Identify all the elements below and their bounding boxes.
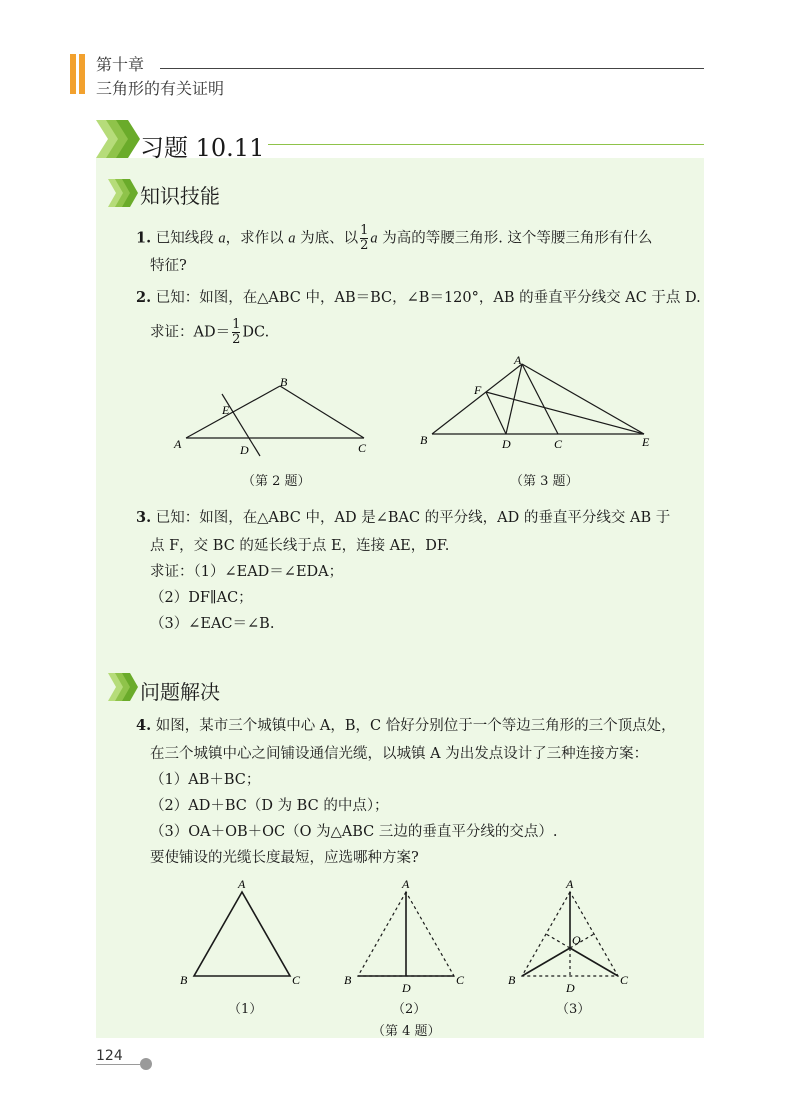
fig4-3-label-B: B xyxy=(508,973,516,987)
question-2-line-2 xyxy=(150,318,269,347)
q1-text-d: 为高的等腰三角形. 这个等腰三角形有什么 xyxy=(377,230,653,247)
fig3-label-F: F xyxy=(474,383,482,397)
question-3-line-5: （3）∠EAC＝∠B. xyxy=(150,616,275,632)
question-1-number: 1. xyxy=(136,229,152,247)
figure-4-sub-1: （1） xyxy=(228,1002,263,1017)
question-1-line-2: 特征? xyxy=(150,258,187,274)
header-bar-left xyxy=(70,54,76,94)
section-chevron-icon xyxy=(108,672,138,702)
chapter-subtitle: 三角形的有关证明 xyxy=(96,79,225,98)
fig2-label-D: D xyxy=(240,443,249,457)
figure-3-diagram xyxy=(418,352,658,452)
q1-fraction xyxy=(360,224,368,253)
question-3-line-1 xyxy=(136,508,670,528)
figure-4-3-diagram xyxy=(504,876,638,998)
figure-2-diagram xyxy=(170,370,380,460)
fig4-3-label-A: A xyxy=(566,877,574,891)
section-title-skills: 知识技能 xyxy=(140,184,220,208)
q4-text-1: 如图，某市三个城镇中心 A，B，C 恰好分别位于一个等边三角形的三个顶点处， xyxy=(155,718,676,734)
q3-text-1: 已知：如图，在△ABC 中，AD 是∠BAC 的平分线，AD 的垂直平分线交 AB 于 xyxy=(155,510,671,526)
q2-frac-num: 1 xyxy=(232,317,241,332)
fig3-label-E: E xyxy=(642,435,650,449)
q1-text-b: ，求作以 xyxy=(225,230,289,247)
figure-2-caption: （第 2 题） xyxy=(242,474,311,489)
page-dot-icon xyxy=(140,1058,152,1070)
fig3-label-A: A xyxy=(514,353,522,367)
fig2-label-A: A xyxy=(174,437,182,451)
q1-text-a: 已知线段 xyxy=(155,230,219,247)
q2-text-1: 已知：如图，在△ABC 中，AB＝BC，∠B＝120°，AB 的垂直平分线交 AC 于点 D. xyxy=(155,290,701,306)
question-3-line-3: 求证：（1）∠EAD＝∠EDA； xyxy=(150,564,344,580)
q1-var-a: a xyxy=(218,230,226,247)
title-chevron-icon xyxy=(96,118,140,160)
fig4-2-label-A: A xyxy=(402,877,410,891)
page-number-rule xyxy=(96,1064,140,1065)
q2-frac-den: 2 xyxy=(232,332,241,347)
question-4-line-5: （3）OA＋OB＋OC（O 为△ABC 三边的垂直平分线的交点）. xyxy=(150,824,558,840)
question-4-line-2: 在三个城镇中心之间铺设通信光缆，以城镇 A 为出发点设计了三种连接方案： xyxy=(150,746,649,762)
section-title-problem-solving: 问题解决 xyxy=(140,680,220,704)
figure-4-2-diagram xyxy=(340,876,470,998)
fig3-label-D: D xyxy=(502,437,511,451)
fig4-2-label-D: D xyxy=(402,981,411,995)
fig3-label-B: B xyxy=(420,433,428,447)
exercise-title: 习题 10.11 xyxy=(140,134,265,162)
fig3-label-C: C xyxy=(554,437,563,451)
fig2-label-E: E xyxy=(222,403,230,417)
question-4-number: 4. xyxy=(136,717,152,734)
fig4-3-label-D: D xyxy=(566,981,575,995)
chapter-label: 第十章 xyxy=(96,55,145,74)
question-4-line-4: （2）AD＋BC（D 为 BC 的中点）； xyxy=(150,798,389,814)
header-bar-right xyxy=(79,54,85,94)
q1-text-c: 为底、以 xyxy=(295,230,359,247)
q1-var-a-2: a xyxy=(288,230,296,247)
question-2-number: 2. xyxy=(136,289,152,306)
figure-3-caption: （第 3 题） xyxy=(510,474,579,489)
question-3-line-2: 点 F，交 BC 的延长线于点 E，连接 AE，DF. xyxy=(150,538,450,554)
fig4-3-label-O: O xyxy=(572,933,581,947)
section-chevron-icon xyxy=(108,178,138,208)
fig4-1-label-A: A xyxy=(238,877,246,891)
figure-4-caption: （第 4 题） xyxy=(372,1024,441,1039)
figure-4-sub-2: （2） xyxy=(392,1002,427,1017)
question-4-line-3: （1）AB＋BC； xyxy=(150,772,261,788)
page-number: 124 xyxy=(96,1048,123,1064)
fig2-label-B: B xyxy=(280,375,288,389)
fig4-1-label-B: B xyxy=(180,973,188,987)
q2-text-2b: DC. xyxy=(242,324,270,341)
header-rule xyxy=(160,68,704,69)
question-4-line-6: 要使铺设的光缆长度最短，应选哪种方案? xyxy=(150,850,419,866)
q2-fraction xyxy=(232,318,240,347)
question-3-number: 3. xyxy=(136,509,152,526)
title-rule xyxy=(268,144,704,145)
figure-4-sub-3: （3） xyxy=(556,1002,591,1017)
fig4-3-label-C: C xyxy=(620,973,629,987)
q1-frac-num: 1 xyxy=(360,223,369,238)
q2-text-2a: 求证：AD＝ xyxy=(150,324,231,341)
fig4-1-label-C: C xyxy=(292,973,301,987)
q1-var-a-3: a xyxy=(370,230,378,247)
q1-frac-den: 2 xyxy=(360,238,369,253)
fig2-label-C: C xyxy=(358,441,367,455)
question-3-line-4: （2）DF∥AC； xyxy=(150,590,253,606)
question-1-line-1 xyxy=(136,224,652,253)
question-4-line-1 xyxy=(136,716,676,736)
fig4-2-label-C: C xyxy=(456,973,465,987)
question-2-line-1 xyxy=(136,288,701,308)
figure-4-1-diagram xyxy=(176,876,306,996)
fig4-2-label-B: B xyxy=(344,973,352,987)
